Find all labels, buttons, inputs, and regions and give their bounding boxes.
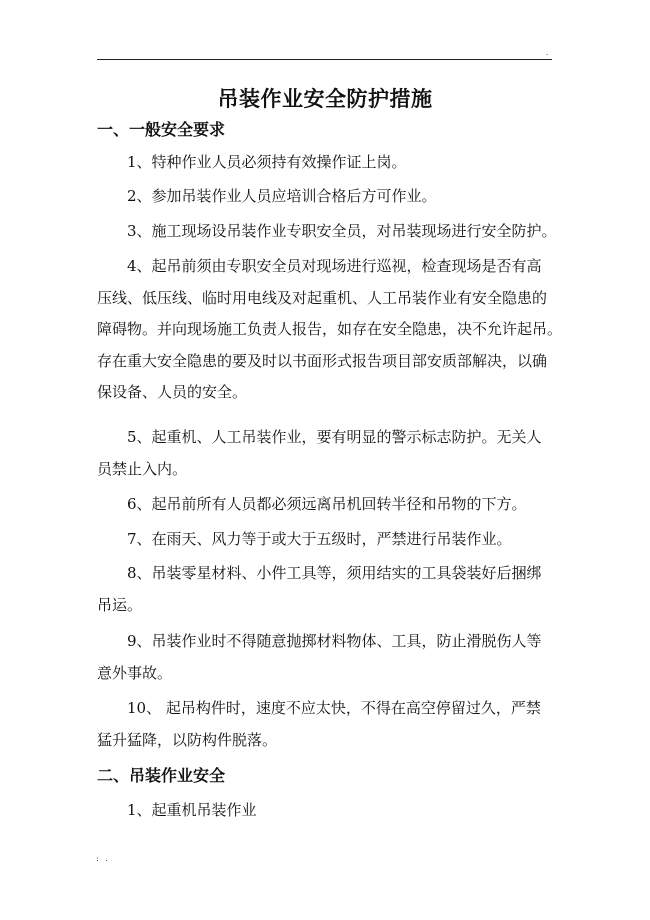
paragraph-line: 压线、低压线、临时用电线及对起重机、人工吊装作业有安全隐患的 — [97, 288, 548, 307]
paragraph-line: 3、施工现场设吊装作业专职安全员，对吊装现场进行安全防护。 — [127, 222, 557, 240]
paragraph-line: 猛升猛降，以防构件脱落。 — [97, 730, 278, 749]
paragraph-item-10 — [97, 693, 553, 756]
paragraph-item-2 — [97, 181, 553, 213]
paragraph-item-7 — [97, 524, 553, 556]
paragraph-item-6 — [97, 489, 553, 521]
paragraph-line: 2、参加吊装作业人员应培训合格后方可作业。 — [127, 187, 437, 205]
paragraph-line: 1、起重机吊装作业 — [127, 801, 257, 819]
header-rule — [97, 59, 552, 60]
paragraph-line: 8、吊装零星材料、小件工具等，须用结实的工具袋装好后捆绑 — [127, 564, 542, 582]
paragraph-line: 10、 起吊构件时，速度不应太快，不得在高空停留过久，严禁 — [127, 699, 541, 717]
section-heading-general: 一、一般安全要求 — [97, 120, 226, 139]
paragraph-line: 保设备、人员的安全。 — [97, 383, 248, 402]
paragraph-item-5 — [97, 422, 553, 485]
paragraph-line: 吊运。 — [97, 595, 143, 614]
paragraph-line: 6、起吊前所有人员都必须远离吊机回转半径和吊物的下方。 — [127, 495, 527, 513]
paragraph-line: 7、在雨天、风力等于或大于五级时，严禁进行吊装作业。 — [127, 530, 512, 548]
footer-mark: : . — [96, 854, 110, 863]
paragraph-line: 5、起重机、人工吊装作业，要有明显的警示标志防护。无关人 — [127, 428, 542, 446]
paragraph-line: 9、吊装作业时不得随意抛掷材料物体、工具，防止滑脱伤人等 — [127, 632, 542, 650]
paragraph-item-4 — [97, 251, 563, 409]
document-title: 吊装作业安全防护措施 — [217, 86, 433, 111]
paragraph-item-8 — [97, 558, 553, 621]
paragraph-line: 意外事故。 — [97, 663, 173, 682]
paragraph-sub-item-1 — [97, 795, 553, 827]
paragraph-line: 4、起吊前须由专职安全员对现场进行巡视，检查现场是否有高 — [127, 257, 542, 275]
paragraph-item-9 — [97, 626, 553, 689]
paragraph-item-3 — [97, 216, 557, 248]
paragraph-line: 障碍物。并向现场施工负责人报告，如存在安全隐患，决不允许起吊。 — [97, 320, 563, 339]
paragraph-item-1 — [97, 147, 553, 179]
header-mark: . — [546, 49, 549, 57]
paragraph-line: 存在重大安全隐患的要及时以书面形式报告项目部安质部解决，以确 — [97, 351, 548, 370]
paragraph-line: 员禁止入内。 — [97, 459, 188, 478]
paragraph-line: 1、特种作业人员必须持有效操作证上岗。 — [127, 153, 407, 171]
section-heading-lifting: 二、吊装作业安全 — [97, 766, 226, 785]
